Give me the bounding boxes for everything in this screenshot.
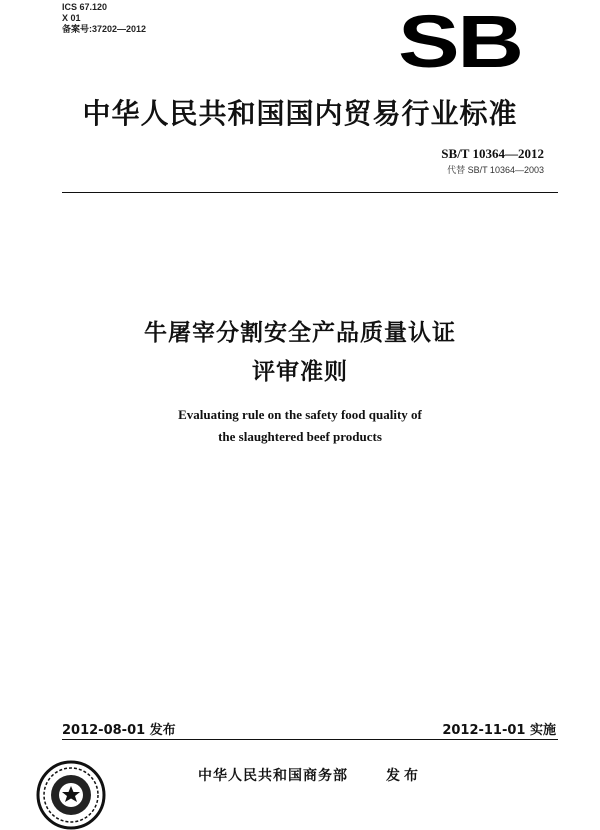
top-divider [62, 192, 558, 193]
bottom-divider [62, 739, 558, 740]
title-zh-line2: 评审准则 [252, 359, 348, 385]
ccs-code: X 01 [62, 13, 81, 23]
title-en-line1: Evaluating rule on the safety food quality of [178, 407, 422, 422]
title-en-line2: the slaughtered beef products [218, 429, 382, 444]
national-emblem-seal-icon [36, 760, 106, 830]
publisher-name: 中华人民共和国商务部 [198, 768, 348, 784]
publish-label: 发布 [386, 768, 422, 784]
issuer-title: 中华人民共和国国内贸易行业标准 [82, 97, 518, 130]
sb-logo: SB [398, 0, 522, 83]
standard-number: SB/T 10364—2012 [441, 146, 544, 161]
record-number: 备案号:37202—2012 [62, 24, 147, 34]
replaces-standard: 代替 SB/T 10364—2003 [447, 165, 544, 175]
publish-date: 2012-08-01 发布 [62, 723, 176, 738]
implement-date: 2012-11-01 实施 [442, 723, 556, 738]
title-zh-line1: 牛屠宰分割安全产品质量认证 [144, 320, 456, 346]
ics-code: ICS 67.120 [62, 2, 108, 12]
